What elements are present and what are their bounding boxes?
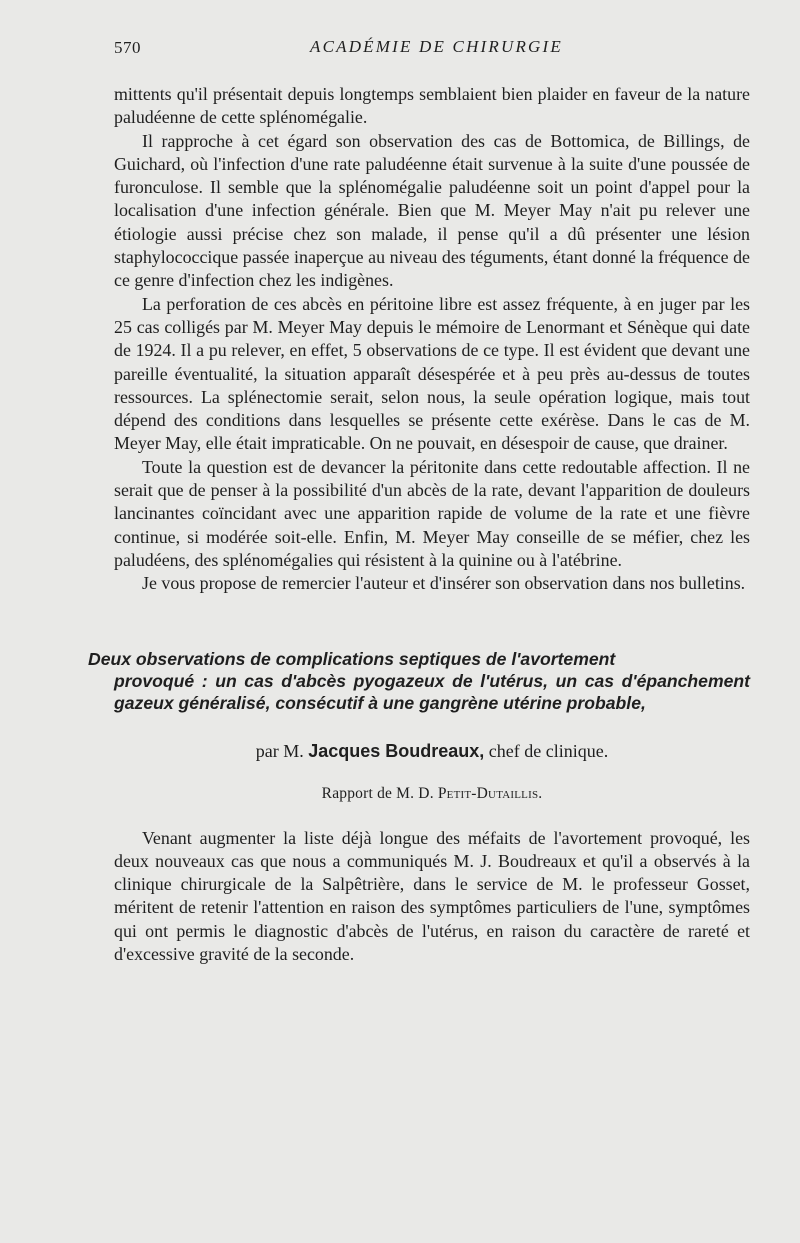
paragraph: Venant augmenter la liste déjà longue des méfaits de l'avortement provoqué, les deux nouveaux cas que nous a communiqués M. J. Boudreaux et qu'il a observés à la clinique chirurgicale de la Salpêtrière, dans le service de M. le professeur Gosset, méritent de retenir l'attention en raison des symptômes particuliers de l'une, symptômes qui ont permis le diagnostic d'abcès de l'utérus, en raison du caractère de rareté et d'excessive gravité de la seconde. — [114, 827, 750, 965]
author-name: Jacques Boudreaux, — [308, 740, 485, 761]
byline-prefix: par M. — [255, 740, 304, 761]
article-title — [88, 648, 750, 714]
paragraph: Il rapproche à cet égard son observation des cas de Bottomica, de Billings, de Guichard, où l'infection d'une rate paludéenne était survenue à la suite d'une poussée de furonculose. Il semble que la splénomégalie paludéenne soit un point d'appel pour la localisation d'une infection générale. Bien que M. Meyer May n'ait pu relever une étiologie aussi précise chez son malade, il pense qu'il a dû présenter une lésion staphylococcique passée inaperçue au niveau des téguments, étant donné la fréquence de ce genre d'infection chez les indigènes. — [114, 130, 750, 291]
report-line — [114, 785, 750, 803]
article-title-line-1: Deux observations de complications septiques de l'avortement — [88, 648, 616, 669]
page-header — [114, 32, 750, 60]
article-title-rest: provoqué : un cas d'abcès pyogazeux de l'utérus, un cas d'épanchement gazeux généralisé, consécutif à une gangrène utérine probable, — [114, 670, 750, 713]
report-prefix: Rapport de M. D. — [321, 784, 434, 802]
byline — [114, 740, 750, 763]
running-head: ACADÉMIE DE CHIRURGIE — [310, 37, 563, 56]
paragraph: Toute la question est de devancer la péritonite dans cette redoutable affection. Il ne serait que de penser à la possibilité d'un abcès de la rate, devant l'apparition de douleurs lancinantes coïncidant avec une apparition rapide de volume de la rate et une fièvre continue, si modérée soit-elle. Enfin, M. Meyer May conseille de se méfier, chez les paludéens, des splénomégalies qui résistent à la quinine ou à l'atébrine. — [114, 456, 750, 570]
byline-suffix: chef de clinique. — [488, 740, 609, 761]
report-author: Petit-Dutaillis. — [437, 784, 543, 802]
report-body — [114, 827, 750, 967]
page-number: 570 — [114, 38, 141, 57]
paragraph: Je vous propose de remercier l'auteur et d'insérer son observation dans nos bulletins. — [142, 573, 746, 594]
paragraph: La perforation de ces abcès en péritoine libre est assez fréquente, à en juger par les 25 cas colligés par M. Meyer May depuis le mémoire de Lenormant et Sénèque qui date de 1924. Il a pu relever, en effet, 5 observations de ce type. Il est évident que devant une pareille éventualité, la situation apparaît désespérée et à peu près au-dessus de toutes ressources. La splénectomie serait, selon nous, la seule opération logique, mais tout dépend des conditions dans lesquelles se présente cette exérèse. Dans le cas de M. Meyer May, elle était impraticable. On ne pouvait, en désespoir de cause, que drainer. — [114, 293, 750, 454]
previous-article-body — [114, 83, 750, 596]
paragraph: mittents qu'il présentait depuis longtemps semblaient bien plaider en faveur de la nature paludéenne de cette splénomégalie. — [114, 84, 750, 128]
